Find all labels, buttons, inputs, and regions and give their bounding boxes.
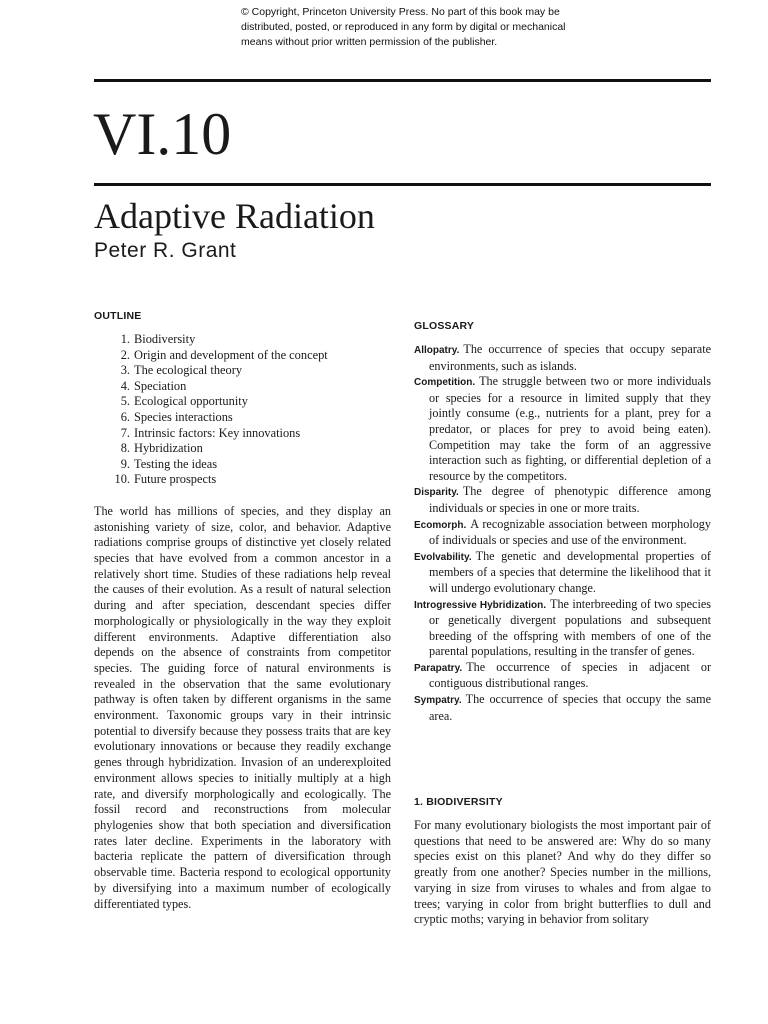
right-column: [414, 318, 711, 724]
outline-item: [94, 363, 391, 379]
outline-number: 9.: [120, 456, 130, 471]
glossary-term: Evolvability.: [414, 551, 472, 563]
glossary-list: [414, 342, 711, 724]
glossary-term: Introgressive Hybridization.: [414, 599, 547, 611]
outline-number: 8.: [120, 441, 130, 456]
outline-list: [94, 332, 391, 488]
glossary-term: Disparity.: [414, 487, 459, 499]
chapter-title: Adaptive Radiation: [94, 196, 375, 236]
chapter-number: VI.10: [93, 101, 232, 167]
copyright-notice: [241, 5, 601, 50]
abstract-paragraph: The world has millions of species, and they display an astonishing variety of size, color, and behavior. Adaptive radiations comprise groups of distinctive yet closely related species that have evolved from a common ancestor in a relatively short time. Studies of these radiations help reveal the causes of their evolution. As a result of natural selection during and after speciation, descendant species differ morphologically or physiologically in the way they exploit different environments. Adaptive differentiation also depends on the absence of constraints from competitor species. The guiding force of natural environments is revealed in the observation that the same evolutionary pathway is often taken by different organisms in the same environment. Taxonomic groups vary in their intrinsic potential to diversify because they possess traits that are key evolutionary innovations or because they readily exchange genes through hybridization. Invasion of an underexploited environment allows species to initially multiply at a high rate, and diversify morphologically and ecologically. The fossil record and reconstructions from molecular phylogenies show that both speciation and diversification rates later decline. Experiments in the laboratory with bacteria replicate the pattern of diversification through observable time. Bacteria respond to ecological opportunity by diversifying into a maximum number of ecologically differentiated types.: [94, 503, 391, 911]
biodiversity-paragraph: For many evolutionary biologists the most important pair of questions that need to be answered are: Why do so many species exist on this planet? And why do they differ so greatly from one another? Species number in the millions, varying in size from viruses to whales and from algae to trees; varying in color from bright butterflies to dull and cryptic moths; varying in behavior from solitary: [414, 818, 711, 927]
left-column: [94, 308, 391, 912]
outline-item: [94, 441, 391, 457]
glossary-definition: The interbreeding of two species or genetically divergent populations and subsequent breeding of the offspring with members of one of the parental populations, resulting in the transfer of genes.: [429, 596, 711, 659]
outline-item: [94, 472, 391, 488]
glossary-heading: GLOSSARY: [414, 320, 475, 332]
outline-text: Intrinsic factors: Key innovations: [134, 425, 301, 440]
glossary-entry: [414, 484, 711, 516]
glossary-term: Ecomorph.: [414, 519, 467, 531]
outline-text: The ecological theory: [134, 363, 243, 378]
outline-number: 5.: [120, 394, 130, 409]
outline-item: [94, 332, 391, 348]
glossary-entry: [414, 374, 711, 484]
glossary-definition: The occurrence of species that occupy the same area.: [429, 692, 711, 723]
glossary-entry: [414, 549, 711, 597]
outline-number: 7.: [120, 425, 130, 440]
outline-text: Hybridization: [134, 441, 203, 456]
copyright-line: © Copyright, Princeton University Press. No part of this book may be: [241, 6, 560, 18]
outline-number: 10.: [114, 472, 130, 487]
author-name: Peter R. Grant: [94, 239, 237, 262]
glossary-term: Sympatry.: [414, 695, 462, 707]
outline-number: 2.: [120, 347, 130, 362]
title-rule: [94, 183, 711, 186]
outline-item: [94, 410, 391, 426]
glossary-term: Parapatry.: [414, 662, 463, 674]
glossary-entry: [414, 597, 711, 660]
outline-number: 3.: [120, 363, 130, 378]
copyright-line: means without prior written permission of the publisher.: [241, 36, 498, 48]
glossary-entry: [414, 517, 711, 549]
outline-text: Biodiversity: [134, 332, 196, 346]
outline-item: [94, 426, 391, 442]
outline-text: Speciation: [134, 378, 187, 393]
outline-item: [94, 379, 391, 395]
outline-text: Species interactions: [134, 409, 233, 424]
copyright-line: distributed, posted, or reproduced in any form by digital or mechanical: [241, 21, 566, 33]
outline-number: 6.: [120, 409, 130, 424]
outline-heading: OUTLINE: [94, 310, 142, 322]
outline-number: 1.: [120, 332, 130, 346]
glossary-definition: The occurrence of species that occupy separate environments, such as islands.: [429, 342, 711, 373]
glossary-entry: [414, 660, 711, 692]
glossary-definition: The occurrence of species in adjacent or contiguous distributional ranges.: [429, 659, 711, 691]
glossary-definition: The degree of phenotypic difference among individuals or species in one or more traits.: [429, 484, 711, 515]
glossary-term: Allopatry.: [414, 345, 460, 356]
glossary-term: Competition.: [414, 377, 476, 389]
outline-item: [94, 394, 391, 410]
glossary-entry: [414, 342, 711, 374]
top-rule: [94, 79, 711, 82]
outline-text: Future prospects: [134, 472, 217, 487]
biodiversity-section: [414, 794, 711, 928]
glossary-definition: The genetic and developmental properties of members of a species that determine the likelihood that it will undergo evolutionary change.: [429, 548, 711, 595]
biodiversity-heading: 1. BIODIVERSITY: [414, 796, 503, 808]
outline-text: Testing the ideas: [134, 456, 218, 471]
outline-item: [94, 348, 391, 364]
glossary-entry: [414, 692, 711, 724]
outline-text: Ecological opportunity: [134, 394, 248, 409]
glossary-definition: A recognizable association between morphology of individuals or species and use of the environment.: [429, 516, 711, 548]
outline-item: [94, 457, 391, 473]
outline-text: Origin and development of the concept: [134, 347, 328, 362]
outline-number: 4.: [120, 378, 130, 393]
glossary-definition: The struggle between two or more individuals or species for a resource in limited supply that they jointly consume (e.g., nutrients for a plant, prey for a predator, or places for prey to avoid being eaten). Competition may take the form of an aggressive interaction such as fighting, or differential depletion of a resource by the competitors.: [429, 374, 711, 483]
